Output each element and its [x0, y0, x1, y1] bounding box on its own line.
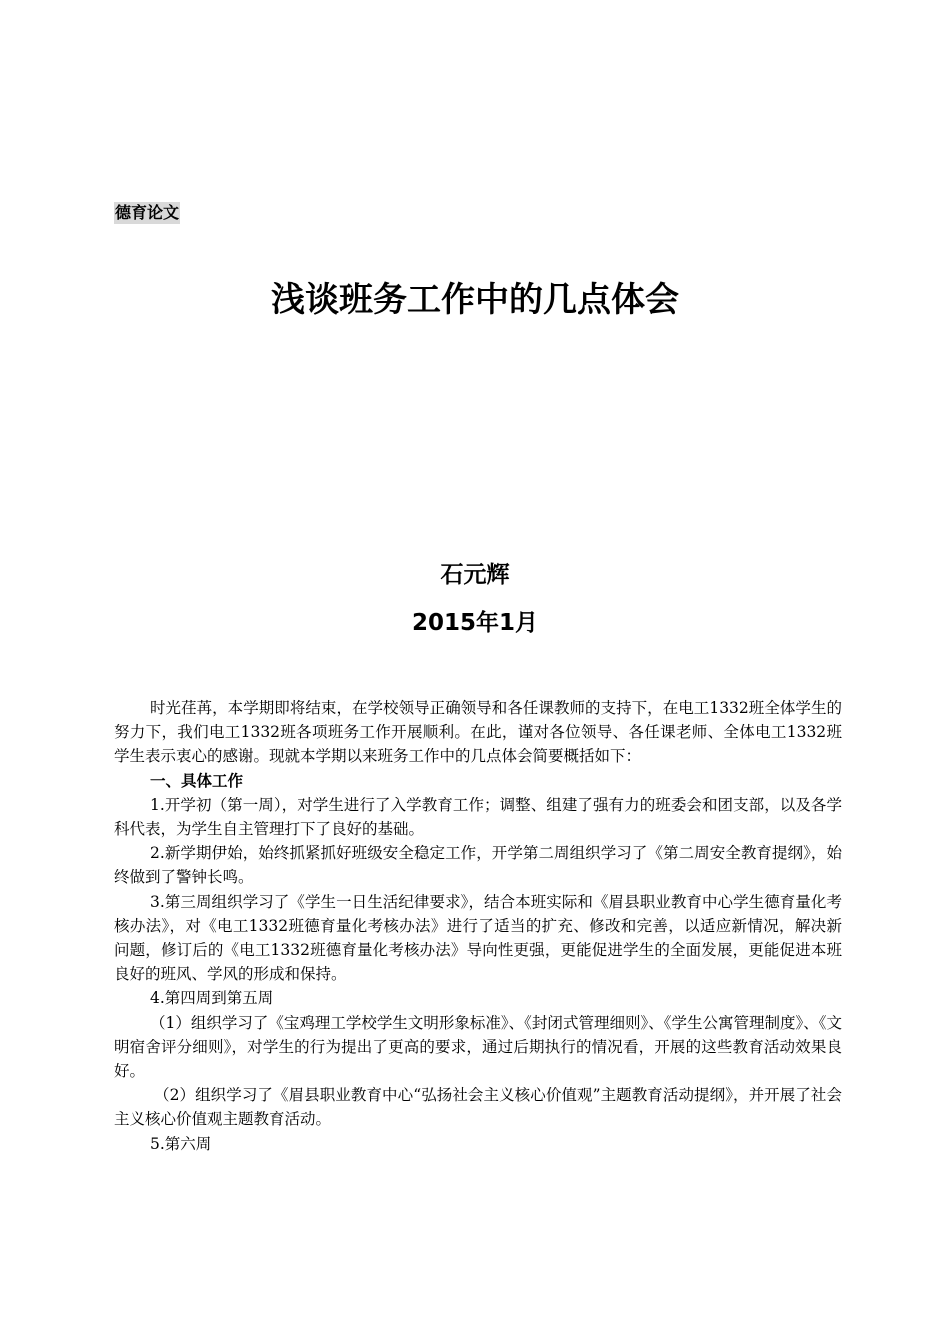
body-paragraph: 3.第三周组织学习了《学生一日生活纪律要求》，结合本班实际和《眉县职业教育中心学生德育量化考核办法》，对《电工1332班德育量化考核办法》进行了适当的扩充、修改和完善，以适应新情况，解决新问题，修订后的《电工1332班德育量化考核办法》导向性更强，更能促进学生的全面发展，更能促进本班良好的班风、学风的形成和保持。	[114, 892, 842, 984]
document-category-label: 德育论文	[115, 203, 180, 222]
document-body	[114, 696, 842, 1156]
section-heading: 一、具体工作	[150, 771, 244, 790]
body-paragraph: （2）组织学习了《眉县职业教育中心“弘扬社会主义核心价值观”主题教育活动提纲》，并开展了社会主义核心价值观主题教育活动。	[114, 1086, 842, 1129]
body-paragraph: 1.开学初（第一周），对学生进行了入学教育工作；调整、组建了强有力的班委会和团支部，以及各学科代表，为学生自主管理打下了良好的基础。	[114, 795, 842, 839]
body-paragraph: 4.第四周到第五周	[150, 989, 274, 1008]
body-paragraph: 5.第六周	[150, 1134, 212, 1153]
document-date: 2015年1月	[411, 610, 539, 636]
document-title: 浅谈班务工作中的几点体会	[271, 280, 679, 320]
document-author: 石元辉	[440, 562, 510, 588]
body-paragraph: （1）组织学习了《宝鸡理工学校学生文明形象标准》、《封闭式管理细则》、《学生公寓管理制度》、《文明宿舍评分细则》，对学生的行为提出了更高的要求，通过后期执行的情况看，开展的这些教育活动效果良好。	[114, 1013, 842, 1081]
intro-paragraph: 时光荏苒，本学期即将结束，在学校领导正确领导和各任课教师的支持下，在电工1332班全体学生的努力下，我们电工1332班各项班务工作开展顺利。在此，谨对各位领导、各任课老师、全体电工1332班学生表示衷心的感谢。现就本学期以来班务工作中的几点体会简要概括如下：	[114, 699, 842, 766]
body-paragraph: 2.新学期伊始，始终抓紧抓好班级安全稳定工作，开学第二周组织学习了《第二周安全教育提纲》，始终做到了警钟长鸣。	[114, 844, 842, 887]
